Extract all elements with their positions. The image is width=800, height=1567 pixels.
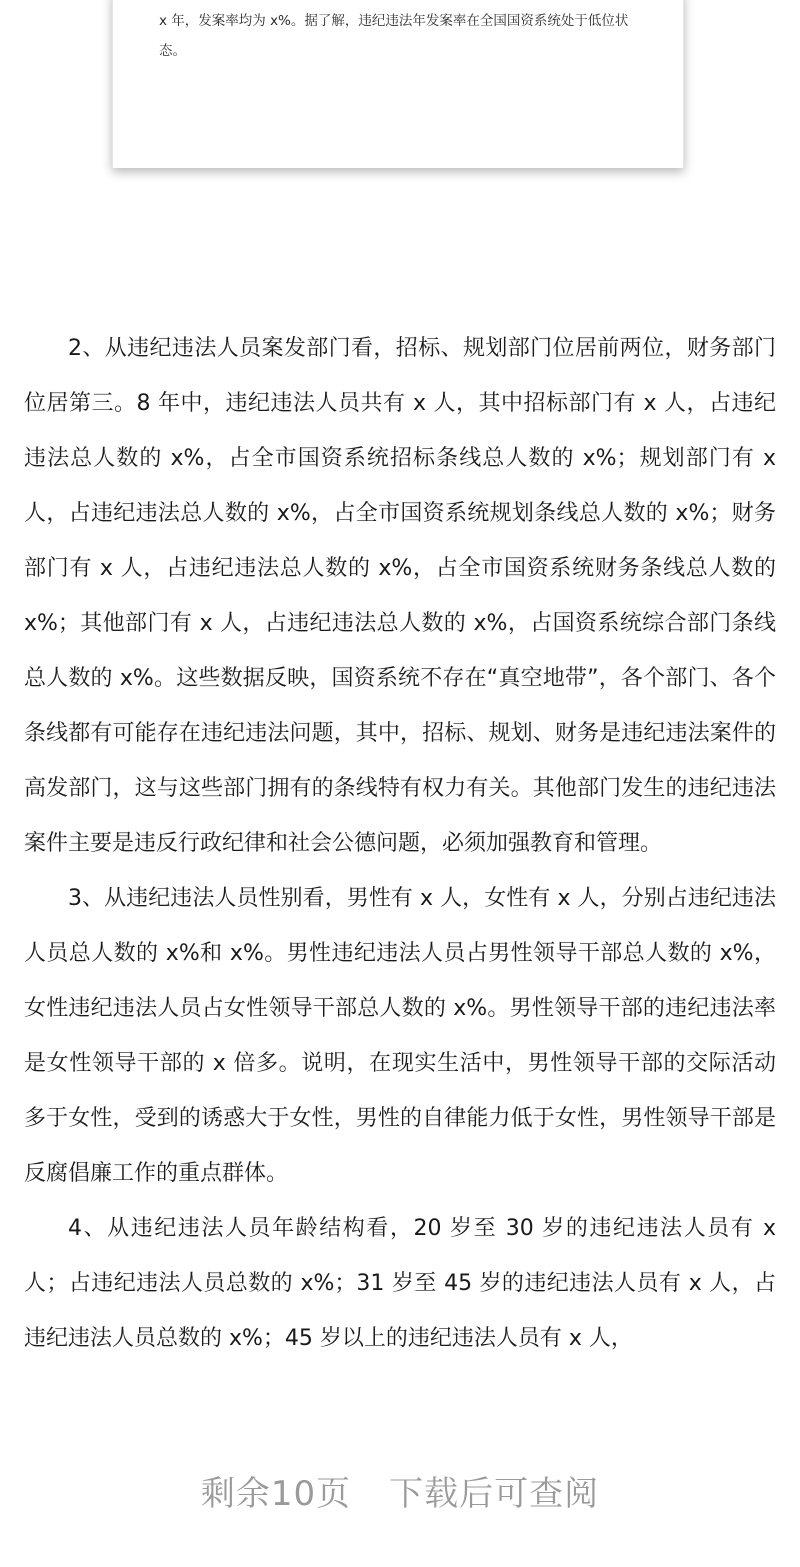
- preview-page-card: [112, 0, 684, 168]
- download-hint-label: 下载后可查阅: [389, 1474, 600, 1514]
- paragraph-gender: 3、从违纪违法人员性别看，男性有 x 人，女性有 x 人，分别占违纪违法人员总人数的 x%和 x%。男性违纪违法人员占男性领导干部总人数的 x%，女性违纪违法人员占女性领导干部总人数的 x%。男性领导干部的违纪违法率是女性领导干部的 x 倍多。说明，在现实生活中，男性领导干部的交际活动多于女性，受到的诱惑大于女性，男性的自律能力低于女性，男性领导干部是反腐倡廉工作的重点群体。: [24, 886, 776, 1186]
- remaining-pages-label: 剩余10页: [200, 1474, 352, 1514]
- preview-card-text: x 年，发案率均为 x%。据了解，违纪违法年发案率在全国国资系统处于低位状态。: [159, 13, 629, 59]
- remaining-pages-banner[interactable]: [0, 1466, 800, 1515]
- document-body: [24, 321, 776, 1366]
- paragraph-department: 2、从违纪违法人员案发部门看，招标、规划部门位居前两位，财务部门位居第三。8 年中，违纪违法人员共有 x 人，其中招标部门有 x 人，占违纪违法总人数的 x%，占全市国资系统招标条线总人数的 x%；规划部门有 x 人，占违纪违法总人数的 x%，占全市国资系统规划条线总人数的 x%；财务部门有 x 人，占违纪违法总人数的 x%，占全市国资系统财务条线总人数的 x%；其他部门有 x 人，占违纪违法总人数的 x%，占国资系统综合部门条线总人数的 x%。这些数据反映，国资系统不存在“真空地带”，各个部门、各个条线都有可能存在违纪违法问题，其中，招标、规划、财务是违纪违法案件的高发部门，这与这些部门拥有的条线特有权力有关。其他部门发生的违纪违法案件主要是违反行政纪律和社会公德问题，必须加强教育和管理。: [24, 336, 776, 856]
- paragraph-age: 4、从违纪违法人员年龄结构看，20 岁至 30 岁的违纪违法人员有 x 人；占违纪违法人员总数的 x%；31 岁至 45 岁的违纪违法人员有 x 人，占违纪违法人员总数的 x%；45 岁以上的违纪违法人员有 x 人，: [24, 1216, 776, 1351]
